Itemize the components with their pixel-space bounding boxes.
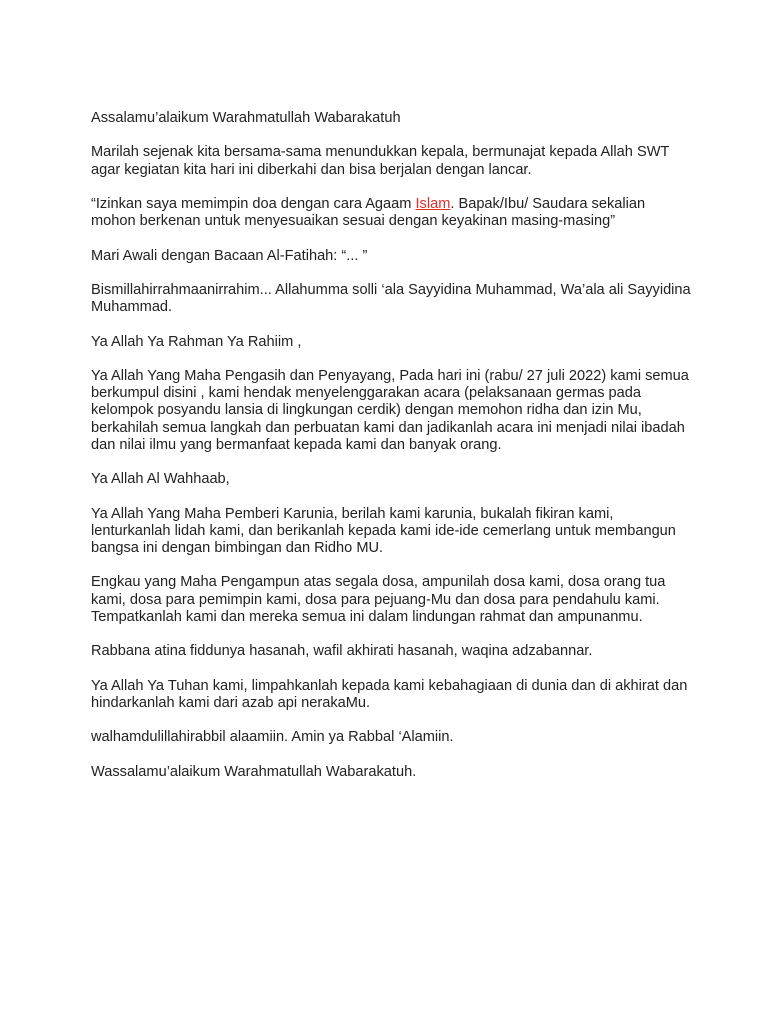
ya-rahman-paragraph: Ya Allah Ya Rahman Ya Rahiim , [91, 333, 302, 350]
bismillah-paragraph: Bismillahirrahmaanirrahim... Allahumma solli ‘ala Sayyidina Muhammad, Wa’ala ali Sayyidina Muhammad. [91, 281, 691, 316]
document-body [91, 110, 691, 798]
ya-tuhan-paragraph: Ya Allah Ya Tuhan kami, limpahkanlah kepada kami kebahagiaan di dunia dan di akhirat dan hindarkanlah kami dari azab api nerakaMu. [91, 677, 688, 711]
permission-text-before-link: “Izinkan saya memimpin doa dengan cara Agaam [91, 195, 416, 212]
closing-greeting-paragraph: Wassalamu’alaikum Warahmatullah Wabarakatuh. [91, 763, 417, 780]
al-fatihah-paragraph: Mari Awali dengan Bacaan Al-Fatihah: “... ” [91, 247, 368, 264]
permission-paragraph [91, 196, 691, 230]
rabbana-paragraph: Rabbana atina fiddunya hasanah, wafil akhirati hasanah, waqina adzabannar. [91, 643, 593, 660]
pemberi-karunia-paragraph: Ya Allah Yang Maha Pemberi Karunia, berilah kami karunia, bukalah fikiran kami, lenturkanlah lidah kami, dan berikanlah kepada kami ide-ide cemerlang untuk membangun bangsa ini dengan bimbingan dan Ridho MU. [91, 505, 676, 556]
greeting-paragraph: Assalamu’alaikum Warahmatullah Wabarakatuh [91, 110, 401, 126]
islam-link[interactable]: Islam [415, 195, 451, 212]
invitation-paragraph: Marilah sejenak kita bersama-sama menundukkan kepala, bermunajat kepada Allah SWT agar kegiatan kita hari ini diberkahi dan bisa berjalan dengan lancar. [91, 144, 670, 178]
permission-text-after-link: . Bapak/Ibu/ Saudara sekalian mohon berkenan untuk menyesuaikan sesuai dengan keyakinan masing-masing” [91, 195, 646, 230]
al-wahhaab-paragraph: Ya Allah Al Wahhaab, [91, 471, 230, 488]
hamdalah-paragraph: walhamdulillahirabbil alaamiin. Amin ya Rabbal ‘Alamiin. [91, 729, 454, 746]
pengasih-paragraph: Ya Allah Yang Maha Pengasih dan Penyayang, Pada hari ini (rabu/ 27 juli 2022) kami semua berkumpul disini , kami hendak menyelenggarakan acara (pelaksanaan germas pada kelompok posyandu lansia di lingkungan cerdik) dengan memohon ridha dan izin Mu, berkahilah semua langkah dan perbuatan kami dan jadikanlah acara ini menjadi nilai ibadah dan nilai ilmu yang bermanfaat kepada kami dan banyak orang. [91, 367, 689, 453]
pengampun-paragraph: Engkau yang Maha Pengampun atas segala dosa, ampunilah dosa kami, dosa orang tua kami, dosa para pemimpin kami, dosa para pejuang-Mu dan dosa para pendahulu kami. Tempatkanlah kami dan mereka semua ini dalam lindungan rahmat dan ampunanmu. [91, 574, 666, 625]
